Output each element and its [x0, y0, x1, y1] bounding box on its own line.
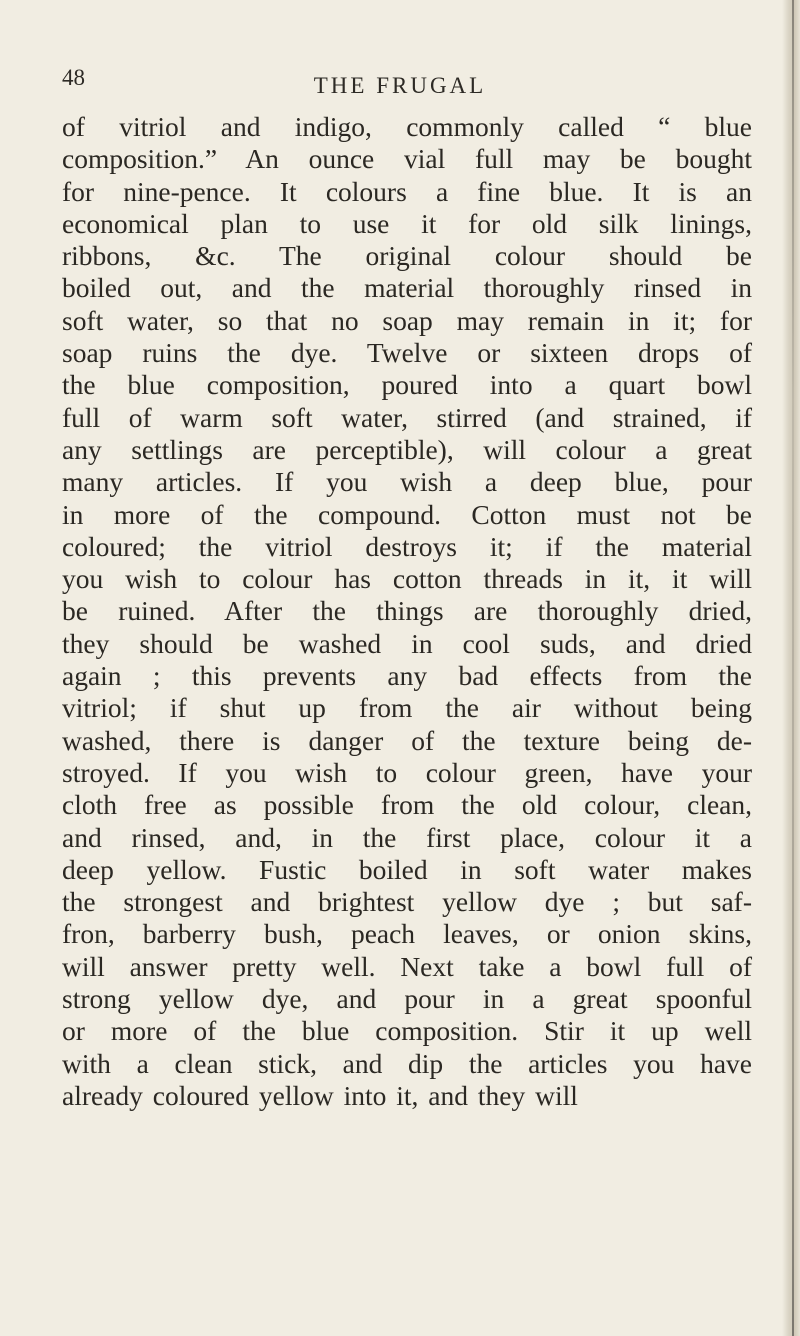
text-line: for nine-pence. It colours a fine blue. It is an	[62, 175, 752, 207]
body-text	[62, 111, 752, 1112]
text-line: composition.” An ounce vial full may be bought	[62, 143, 752, 175]
text-line: coloured; the vitriol destroys it; if the material	[62, 530, 752, 562]
text-line: cloth free as possible from the old colour, clean,	[62, 789, 752, 821]
text-line: any settlings are perceptible), will colour a great	[62, 433, 752, 465]
running-head: THE FRUGAL	[313, 73, 487, 98]
text-line: will answer pretty well. Next take a bowl full of	[62, 950, 752, 982]
text-line: in more of the compound. Cotton must not be	[62, 498, 752, 530]
text-line: they should be washed in cool suds, and dried	[62, 627, 752, 659]
text-line: strong yellow dye, and pour in a great spoonful	[62, 983, 752, 1015]
text-line: you wish to colour has cotton threads in it, it will	[62, 563, 752, 595]
text-line: already coloured yellow into it, and they will	[62, 1079, 578, 1111]
page-number: 48	[62, 65, 85, 90]
text-line: with a clean stick, and dip the articles you have	[62, 1047, 752, 1079]
text-line: economical plan to use it for old silk linings,	[62, 207, 752, 239]
text-line: of vitriol and indigo, commonly called “ blue	[62, 111, 752, 142]
text-line: stroyed. If you wish to colour green, have your	[62, 756, 752, 788]
text-line: ribbons, &c. The original colour should be	[62, 240, 752, 272]
text-line: or more of the blue composition. Stir it up well	[62, 1015, 752, 1047]
text-line: many articles. If you wish a deep blue, pour	[62, 466, 752, 498]
text-line: be ruined. After the things are thoroughly dried,	[62, 595, 752, 627]
text-line: the strongest and brightest yellow dye ; but saf-	[62, 886, 752, 918]
text-line: and rinsed, and, in the first place, colour it a	[62, 821, 752, 853]
text-line: the blue composition, poured into a quart bowl	[62, 369, 752, 401]
text-line: fron, barberry bush, peach leaves, or onion skins,	[62, 918, 752, 950]
text-line: washed, there is danger of the texture being de-	[62, 724, 752, 756]
text-line: boiled out, and the material thoroughly rinsed in	[62, 272, 752, 304]
text-line: deep yellow. Fustic boiled in soft water makes	[62, 853, 752, 885]
text-line: full of warm soft water, stirred (and strained, if	[62, 401, 752, 433]
page-edge-shadow	[782, 0, 800, 1336]
text-line: vitriol; if shut up from the air without being	[62, 692, 752, 724]
text-line: soft water, so that no soap may remain in it; for	[62, 304, 752, 336]
page-edge-line	[792, 0, 794, 1336]
text-line: soap ruins the dye. Twelve or sixteen drops of	[62, 337, 752, 369]
text-line: again ; this prevents any bad effects from the	[62, 660, 752, 692]
